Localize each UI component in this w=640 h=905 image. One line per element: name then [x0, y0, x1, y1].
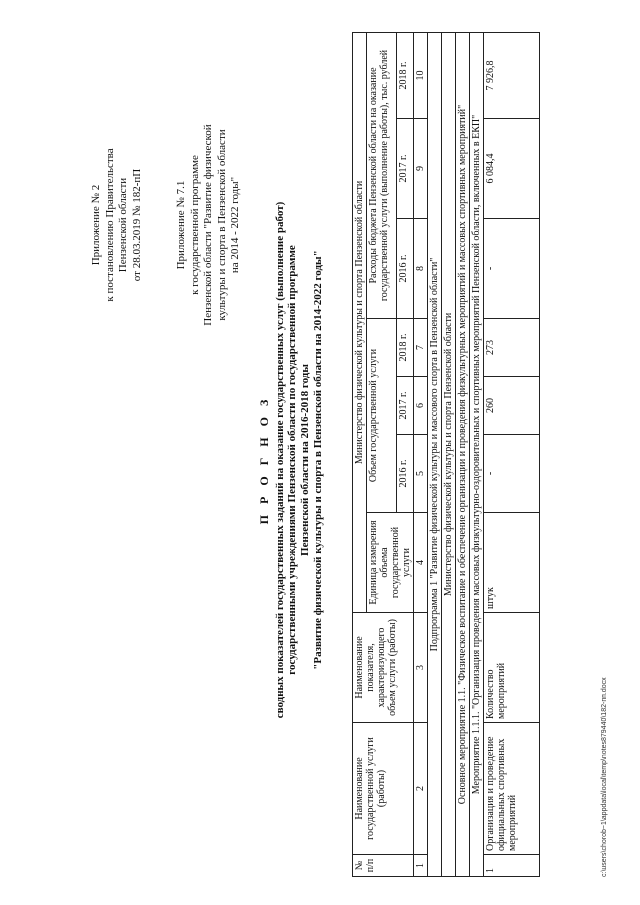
document-title: П Р О Г Н О З [257, 395, 271, 525]
appendix-7-1-line: культуры и спорта в Пензенской области [215, 129, 228, 321]
column-index: 7 [414, 319, 428, 377]
appendix-2-line: Приложение № 2 [90, 184, 102, 266]
header-expenses: Расходы бюджета Пензенской области на оказание государственной услуги (выполнение работы), тыс. рублей [367, 32, 397, 318]
section-title: Основное мероприятие 1.1. "Физическое воспитание и обеспечение организации и проведения физкультурных мероприятий и массовых спортивных мероприятий" [456, 32, 470, 876]
heading-line: Пензенской области на 2016-2018 годы [298, 364, 311, 556]
header-unit: Единица измерения объема государственной услуги [367, 513, 414, 613]
header-volume: Объем государственной услуги [367, 319, 397, 513]
cell-volume-2018: 273 [484, 319, 540, 377]
appendix-2-block [90, 105, 144, 345]
appendix-7-1-line: на 2014 - 2022 годы" [229, 176, 241, 274]
heading-line: сводных показателей государственных заданий на оказание государственных услуг (выполнение работ) [273, 201, 286, 719]
section-row-ministry [442, 32, 456, 876]
section-title: Мероприятие 1.1.1. "Организация проведения массовых физкультурно-оздоровительных и спортивных мероприятий Пензенской области, включенных в ЕКП" [470, 32, 484, 876]
header-year: 2018 г. [397, 32, 414, 118]
header-service: Наименование государственной услуги (работы) [353, 723, 414, 855]
section-title: Подпрограмма 1 "Развитие физической культуры и массового спорта в Пензенской области" [428, 32, 442, 876]
heading-line: государственными учреждениями Пензенской области по государственной программе [286, 245, 298, 675]
appendix-2-line: от 28.03.2019 № 182-пП [130, 168, 143, 282]
column-index: 8 [414, 219, 428, 319]
appendix-7-1-line: к государственной программе [188, 155, 201, 295]
cell-volume-2016: - [484, 435, 540, 513]
column-index: 3 [414, 613, 428, 723]
section-row-activity [470, 32, 484, 876]
column-index: 10 [414, 32, 428, 118]
section-title: Министерство физической культуры и спорта Пензенской области [442, 32, 456, 876]
header-year: 2017 г. [397, 119, 414, 219]
table-row [484, 32, 540, 876]
header-year: 2017 г. [397, 377, 414, 435]
cell-num: 1 [484, 855, 540, 877]
column-index: 9 [414, 119, 428, 219]
header-row-ministry [353, 32, 367, 876]
header-year: 2016 г. [397, 219, 414, 319]
header-ministry: Министерство физической культуры и спорта Пензенской области [353, 32, 367, 612]
column-index: 1 [414, 855, 428, 877]
column-index: 4 [414, 513, 428, 613]
cell-volume-2017: 260 [484, 377, 540, 435]
header-num: № п/п [353, 855, 414, 877]
appendix-2-line: к постановлению Правительства [103, 148, 116, 302]
cell-indicator: Количество мероприятий [484, 613, 540, 723]
cell-expense-2018: 7 926,8 [484, 32, 540, 118]
cell-service: Организация и проведение официальных спортивных мероприятий [484, 723, 540, 855]
column-index-row [414, 32, 428, 876]
forecast-table [352, 32, 540, 877]
section-row-main-activity [456, 32, 470, 876]
cell-expense-2016: - [484, 219, 540, 319]
cell-expense-2017: 6 084,4 [484, 119, 540, 219]
appendix-7-1-block [175, 105, 243, 345]
section-row-subprogram [428, 32, 442, 876]
appendix-7-1-line: Приложение № 7.1 [175, 180, 187, 270]
cell-unit: штук [484, 513, 540, 613]
file-path-footer: c:\users\chorob~1\appdata\local\temp\notes879440\182-пп.docx [601, 677, 608, 877]
document-heading [258, 40, 325, 880]
header-indicator: Наименование показателя, характеризующего объем услуги (работы) [353, 613, 414, 723]
appendix-7-1-line: Пензенской области "Развитие физической [202, 124, 214, 326]
column-index: 5 [414, 435, 428, 513]
header-year: 2016 г. [397, 435, 414, 513]
column-index: 2 [414, 723, 428, 855]
appendix-2-line: Пензенской области [117, 177, 129, 273]
heading-line: "Развитие физической культуры и спорта в Пензенской области на 2014-2022 годы" [312, 250, 324, 670]
column-index: 6 [414, 377, 428, 435]
header-year: 2018 г. [397, 319, 414, 377]
